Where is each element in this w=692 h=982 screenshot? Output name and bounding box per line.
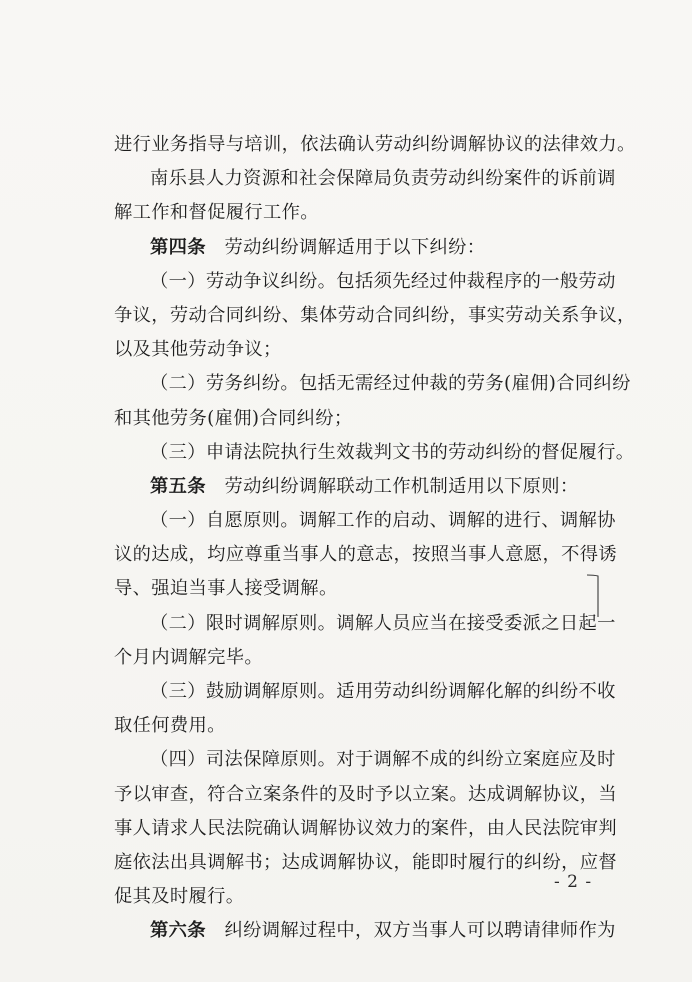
- text-line: [114, 402, 614, 436]
- text-line: [114, 504, 614, 538]
- text-line: [114, 162, 614, 196]
- text-segment: 争议，劳动合同纠纷、集体劳动合同纠纷，事实劳动关系争议，: [114, 304, 636, 326]
- text-segment: 个月内调解完毕。: [114, 646, 264, 668]
- text-segment: 庭依法出具调解书；达成调解协议，能即时履行的纠纷，应督: [114, 851, 618, 873]
- text-segment: 导、强迫当事人接受调解。: [114, 578, 338, 600]
- text-segment: 劳动纠纷调解联动工作机制适用以下原则：: [205, 475, 579, 497]
- text-segment: （一）劳动争议纠纷。包括须先经过仲裁程序的一般劳动: [150, 270, 616, 292]
- text-line: [114, 128, 636, 162]
- text-line: [114, 231, 614, 265]
- article-heading: 第五条: [150, 475, 206, 497]
- text-segment: 解工作和督促履行工作。: [114, 202, 319, 224]
- text-segment: 促其及时履行。: [114, 886, 245, 908]
- text-segment: （四）司法保障原则。对于调解不成的纠纷立案庭应及时: [150, 749, 616, 771]
- page-number: - 2 -: [554, 872, 593, 892]
- text-line: [114, 572, 614, 606]
- text-line: [114, 470, 614, 504]
- text-line: [114, 778, 618, 812]
- text-line: [114, 607, 614, 641]
- hand-drawn-bracket-mark: [586, 573, 600, 619]
- text-segment: 事人请求人民法院确认调解协议效力的案件，由人民法院审判: [114, 817, 618, 839]
- article-heading: 第四条: [150, 236, 206, 258]
- text-line: [114, 299, 636, 333]
- text-segment: （一）自愿原则。调解工作的启动、调解的进行、调解协: [150, 510, 616, 532]
- text-line: [114, 538, 618, 572]
- text-line: [114, 846, 618, 880]
- text-segment: 进行业务指导与培训，依法确认劳动纠纷调解协议的法律效力。: [114, 134, 636, 155]
- text-line: [114, 436, 635, 470]
- text-line: [114, 196, 614, 230]
- text-line: [114, 675, 614, 709]
- text-line: [114, 641, 614, 675]
- text-segment: （二）劳务纠纷。包括无需经过仲裁的劳务(雇佣)合同纠纷: [150, 373, 631, 395]
- text-segment: （三）申请法院执行生效裁判文书的劳动纠纷的督促履行。: [150, 441, 635, 463]
- text-line: [114, 333, 614, 367]
- text-line: [114, 914, 614, 948]
- text-segment: 和其他劳务(雇佣)合同纠纷；: [114, 407, 353, 429]
- text-segment: 取任何费用。: [114, 715, 226, 737]
- text-segment: （二）限时调解原则。调解人员应当在接受委派之日起一: [150, 612, 616, 634]
- text-line: [114, 743, 614, 777]
- text-line: [114, 367, 631, 401]
- text-line: [114, 265, 614, 299]
- text-line: [114, 812, 618, 846]
- text-line: [114, 709, 614, 743]
- text-segment: 劳动纠纷调解适用于以下纠纷：: [205, 236, 486, 258]
- text-line: [114, 880, 614, 914]
- text-segment: 议的达成，均应尊重当事人的意志，按照当事人意愿，不得诱: [114, 544, 618, 566]
- text-segment: （三）鼓励调解原则。适用劳动纠纷调解化解的纠纷不收: [150, 681, 616, 702]
- text-segment: 予以审查，符合立案条件的及时予以立案。达成调解协议，当: [114, 783, 618, 805]
- text-segment: 以及其他劳动争议；: [114, 339, 282, 361]
- document-body: [114, 128, 636, 949]
- article-heading: 第六条: [150, 920, 206, 942]
- text-segment: 纠纷调解过程中，双方当事人可以聘请律师作为: [205, 920, 616, 942]
- text-segment: 南乐县人力资源和社会保障局负责劳动纠纷案件的诉前调: [150, 168, 616, 190]
